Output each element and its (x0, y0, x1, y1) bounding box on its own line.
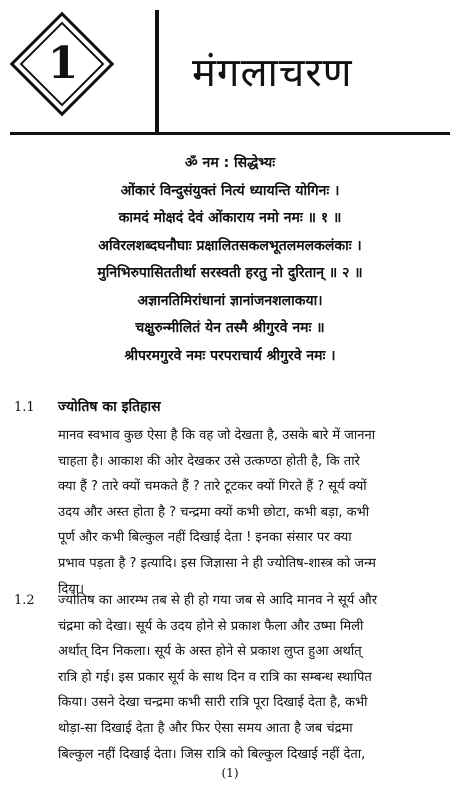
verse-line: मुनिभिरुपासिततीर्था सरस्वती हरतु नो दुरितान् ॥ २ ॥ (97, 265, 363, 281)
verse-line: चक्षुरुन्मीलितं येन तस्मै श्रीगुरवे नमः ॥ (135, 320, 325, 336)
chapter-title: मंगलाचरण (192, 50, 353, 96)
paragraph-line: ज्योतिष का आरम्भ तब से ही हो गया जब से आदि मानव ने सूर्य और (58, 593, 378, 608)
paragraph-line: प्रभाव पड़ता है ? इत्यादि। इस जिज्ञासा ने ही ज्योतिष-शास्त्र को जन्म (58, 555, 376, 571)
invocation-verses (0, 150, 460, 370)
chapter-header (0, 0, 460, 140)
header-horizontal-rule (10, 132, 450, 135)
section-number: 1.2 (14, 593, 35, 608)
section-paragraph (58, 588, 450, 767)
paragraph-line: किया। उसने देखा चन्द्रमा कभी सारी रात्रि पूरा दिखाई देता है, कभी (58, 695, 368, 711)
paragraph-line: पूर्ण और कभी बिल्कुल नहीं दिखाई देता ! इनका संसार पर क्या (58, 530, 352, 546)
paragraph-line: उदय और अस्त होता है ? चन्द्रमा क्यों कभी छोटा, कभी बड़ा, कभी (58, 504, 370, 520)
chapter-number-badge (10, 12, 116, 118)
paragraph-line: अर्थात् दिन निकला। सूर्य के अस्त होने से प्रकाश लुप्त हुआ अर्थात् (58, 644, 362, 660)
chapter-number: 1 (47, 38, 79, 89)
paragraph-line: चाहता है। आकाश की ओर देखकर उसे उत्कण्ठा होती है, कि तारे (58, 453, 360, 469)
verse-line: कामदं मोक्षदं देवं ओंकाराय नमो नमः ॥ १ ॥ (118, 210, 342, 226)
paragraph-line: दिया। (58, 581, 85, 597)
paragraph-line: थोड़ा-सा दिखाई देता है और फिर ऐसा समय आता है जब चंद्रमा (58, 720, 353, 736)
paragraph-line: क्या हैं ? तारे क्यों चमकते हैं ? तारे टूटकर क्यों गिरते हैं ? सूर्य क्यों (58, 479, 367, 495)
header-vertical-rule (155, 10, 159, 132)
paragraph-line: मानव स्वभाव कुछ ऐसा है कि वह जो देखता है, उसके बारे में जानना (58, 428, 376, 443)
verse-line: अज्ञानतिमिरांधानां ज्ञानांजनशलाकया। (137, 292, 323, 309)
section-heading: ज्योतिष का इतिहास (58, 399, 161, 415)
page-number: (1) (221, 766, 239, 780)
verse-line: अविरलशब्दघनौघाः प्रक्षालितसकलभूतलमलकलंकाः । (98, 237, 362, 254)
paragraph-line: चंद्रमा को देखा। सूर्य के उदय होने से प्रकाश फैला और उष्मा मिली (58, 618, 364, 634)
section-number: 1.1 (14, 400, 35, 415)
verse-line: ॐ नम : सिद्धेभ्यः (184, 155, 276, 171)
paragraph-line: बिल्कुल नहीं दिखाई देता। जिस रात्रि को बिल्कुल दिखाई नहीं देता, (58, 746, 366, 762)
section-paragraph (58, 423, 450, 602)
verse-line: ओंकारं विन्दुसंयुक्तं नित्यं ध्यायन्ति योगिनः । (120, 182, 340, 199)
verse-line: श्रीपरमगुरवे नमः परपराचार्य श्रीगुरवे नमः । (124, 347, 336, 364)
paragraph-line: रात्रि हो गई। इस प्रकार सूर्य के साथ दिन व रात्रि का सम्बन्ध स्थापित (58, 669, 372, 685)
